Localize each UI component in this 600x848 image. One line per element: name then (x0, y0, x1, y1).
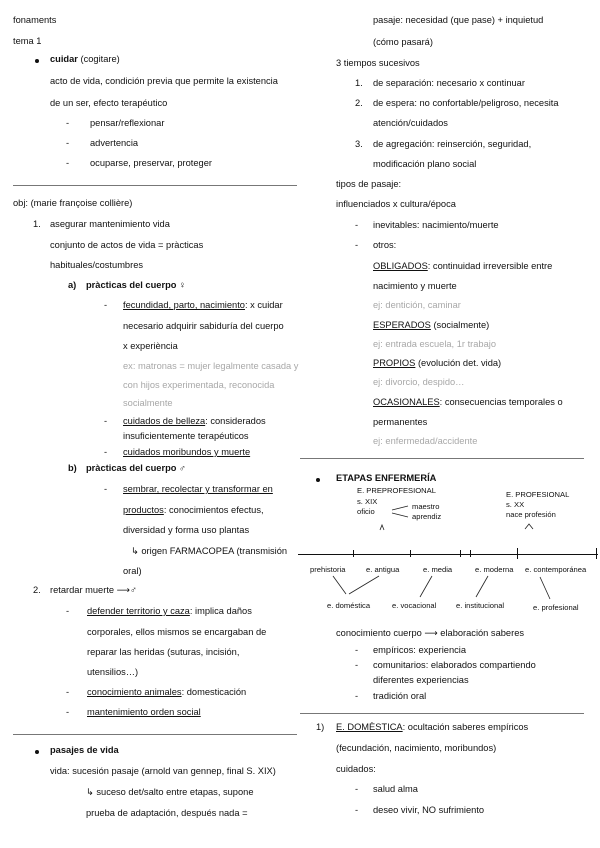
fecundidad-rest: : x cuidar (244, 300, 283, 310)
cuidar-def-1: pensar/reflexionar (90, 118, 165, 128)
defender-rest: : implica daños (189, 606, 252, 616)
dash: - (104, 484, 108, 494)
sub-b-text: pràcticas del cuerpo ♂ (86, 463, 186, 473)
ocasionales-line-2: permanentes (373, 417, 428, 427)
tl-nace: nace profesión (506, 510, 556, 519)
arrow-maestro (392, 506, 408, 510)
dash: - (355, 660, 359, 670)
tl-maestro: maestro (412, 502, 440, 511)
e-domestica-rest: : ocultación saberes empíricos (402, 722, 529, 732)
conocimiento-line: conocimiento cuerpo ⟶ elaboración saberes (336, 628, 525, 638)
conjunto-line-2: habituales/costumbres (50, 260, 144, 270)
arrow-aprendiz (392, 513, 408, 517)
pasaje-line-2: (cómo pasará) (373, 37, 433, 47)
dash: - (355, 784, 359, 794)
empiricos-line: empíricos: experiencia (373, 645, 467, 655)
comunitarios-line-1: comunitarios: elaborados compartiendo (373, 660, 536, 670)
tl-domestica: e. doméstica (327, 601, 371, 610)
sub-b-label: b) (68, 463, 77, 473)
espera-line-2: atención/cuidados (373, 118, 448, 128)
dash: - (355, 645, 359, 655)
fecundidad-underlined: fecundidad, parto, nacimiento (123, 300, 245, 310)
tipos-line: tipos de pasaje: (336, 179, 402, 189)
cuidar-def-2: advertencia (90, 138, 139, 148)
sub-a-text: pràcticas del cuerpo ♀ (86, 280, 186, 290)
acto-line-2: de un ser, efecto terapéutico (50, 98, 168, 108)
arrow-media (420, 576, 432, 597)
acto-line-1: acto de vida, condición previa que permite la existencia (50, 76, 278, 86)
ocasionales-example: ej: enfermedad/accidente (373, 436, 478, 446)
etapas-head: ETAPAS ENFERMERÍA (336, 473, 437, 483)
obligados-example: ej: dentición, caminar (373, 300, 461, 310)
arrow-contemp (540, 577, 550, 599)
tl-moderna: e. moderna (475, 565, 514, 574)
pasajes-head: pasajes de vida (50, 745, 119, 755)
obj-line: obj: (marie françoise collière) (13, 198, 133, 208)
comunitarios-line-2: diferentes experiencias (373, 675, 469, 685)
example-line-2: con hijos experimentada, reconocida (123, 380, 275, 390)
fecundidad-line-3: x experiència (123, 341, 178, 351)
esperados-example: ej: entrada escuela, 1r trabajo (373, 339, 497, 349)
arrow-moderna (476, 576, 488, 597)
diversidad-line: diversidad y forma uso plantas (123, 525, 250, 535)
moribundos-line: cuidados moribundos y muerte (123, 447, 251, 457)
animales-rest: : domesticación (181, 687, 247, 697)
cuidados-line: cuidados: (336, 764, 376, 774)
dash: - (104, 416, 108, 426)
otros-line: otros: (373, 240, 397, 250)
defender-underlined: defender territorio y caza (87, 606, 190, 616)
obligados-underlined: OBLIGADOS (373, 261, 428, 271)
defender-line-3: reparar las heridas (suturas, incisión, (87, 647, 240, 657)
dash: - (355, 240, 359, 250)
belleza-underlined: cuidados de belleza (123, 416, 206, 426)
conjunto-line-1: conjunto de actos de vida = pràcticas (50, 240, 204, 250)
inevitables-line: inevitables: nacimiento/muerte (373, 220, 499, 230)
dash: - (66, 158, 70, 168)
e-domestica-line (336, 722, 528, 732)
pasaje-line-1: pasaje: necesidad (que pase) + inquietud (373, 15, 544, 25)
obligados-rest: : continuidad irreversible entre (427, 261, 553, 271)
caret-pre (380, 525, 384, 530)
sub-a-label: a) (68, 280, 77, 290)
espera-line-1: de espera: no confortable/peligroso, necesita (373, 98, 559, 108)
tl-institucional: e. institucional (456, 601, 505, 610)
tl-sxix: s. XIX (357, 497, 378, 506)
tl-media: e. media (423, 565, 453, 574)
doc-title: fonaments (13, 15, 57, 25)
tl-profesional: e. profesional (533, 603, 579, 612)
cuidar-def-3: ocuparse, preservar, proteger (90, 158, 212, 168)
prueba-line: prueba de adaptación, después nada = (86, 808, 248, 818)
origen-line: ↳ origen FARMACOPEA (transmisión (131, 546, 288, 556)
productos-underlined: productos (123, 505, 164, 515)
asegurar-line: asegurar mantenimiento vida (50, 219, 170, 229)
num-r1: 1. (355, 78, 363, 88)
influenciados-line: influenciados x cultura/época (336, 199, 456, 209)
dash: - (355, 691, 359, 701)
arrow-prehist (333, 576, 346, 594)
example-line-1: ex: matronas = mujer legalmente casada y (123, 361, 299, 371)
tl-prehistoria: prehistoria (310, 565, 346, 574)
salud-line: salud alma (373, 784, 418, 794)
belleza-line-2: insuficientemente terapéuticos (123, 431, 249, 441)
dash: - (104, 447, 108, 457)
productos-rest: : conocimientos efectus, (163, 505, 264, 515)
num-r2: 2. (355, 98, 363, 108)
propios-rest: (evolución det. vida) (415, 358, 502, 368)
tl-preprofesional: E. PREPROFESIONAL (357, 486, 436, 495)
obligados-line-2: nacimiento y muerte (373, 281, 457, 291)
vida-line: vida: sucesión pasaje (arnold van gennep, final S. XIX) (50, 766, 276, 776)
ocasionales-rest: : consecuencias temporales o (439, 397, 563, 407)
animales-underlined: conocimiento animales (87, 687, 182, 697)
dash: - (355, 220, 359, 230)
defender-line-4: utensilios…) (87, 667, 139, 677)
agregacion-line-2: modificación plano social (373, 159, 477, 169)
sembrar-line: sembrar, recolectar y transformar en (123, 484, 273, 494)
example-line-3: socialmente (123, 398, 173, 408)
dash: - (66, 606, 70, 616)
e-domestica-underlined: E. DOMÈSTICA (336, 722, 403, 732)
ed-num: 1) (316, 722, 325, 732)
esperados-underlined: ESPERADOS (373, 320, 431, 330)
deseo-line: deseo vivir, NO sufrimiento (373, 805, 485, 815)
num-1: 1. (33, 219, 41, 229)
oral-line: oral) (123, 566, 142, 576)
tl-vocacional: e. vocacional (392, 601, 437, 610)
tl-sxx: s. XX (506, 500, 525, 509)
tl-contemporanea: e. contemporánea (525, 565, 587, 574)
tl-aprendiz: aprendiz (412, 512, 442, 521)
propios-underlined: PROPIOS (373, 358, 416, 368)
dash: - (66, 138, 70, 148)
arrow-antigua (349, 576, 379, 594)
belleza-rest: : considerados (205, 416, 266, 426)
fecundacion-line: (fecundación, nacimiento, moribundos) (336, 743, 497, 753)
num-r3: 3. (355, 139, 363, 149)
tema-label: tema 1 (13, 36, 42, 46)
tres-tiempos: 3 tiempos sucesivos (336, 58, 420, 68)
esperados-rest: (socialmente) (430, 320, 490, 330)
dash: - (104, 300, 108, 310)
cuidar-rest: (cogitare) (77, 54, 120, 64)
separacion-line: de separación: necesario x continuar (373, 78, 525, 88)
retardar-line: retardar muerte ⟶♂ (50, 585, 137, 595)
fecundidad-line-2: necesario adquirir sabiduría del cuerpo (123, 321, 284, 331)
dash: - (66, 118, 70, 128)
propios-example: ej: divorcio, despido… (373, 377, 465, 387)
cuidar-head: cuidar (50, 54, 78, 64)
orden-social-line: mantenimiento orden social (87, 707, 201, 717)
dash: - (355, 805, 359, 815)
tradicion-line: tradición oral (373, 691, 427, 701)
tl-oficio: oficio (357, 507, 375, 516)
dash: - (66, 707, 70, 717)
tl-antigua: e. antigua (366, 565, 400, 574)
ocasionales-underlined: OCASIONALES (373, 397, 440, 407)
defender-line-2: corporales, ellos mismos se encargaban de (87, 627, 267, 637)
tl-profesional-head: E. PROFESIONAL (506, 490, 570, 499)
suceso-line: ↳ suceso det/salto entre etapas, supone (86, 787, 254, 797)
agregacion-line-1: de agregación: reinserción, seguridad, (373, 139, 532, 149)
num-2: 2. (33, 585, 41, 595)
caret-prof (525, 524, 533, 529)
divider (300, 713, 584, 714)
dash: - (66, 687, 70, 697)
